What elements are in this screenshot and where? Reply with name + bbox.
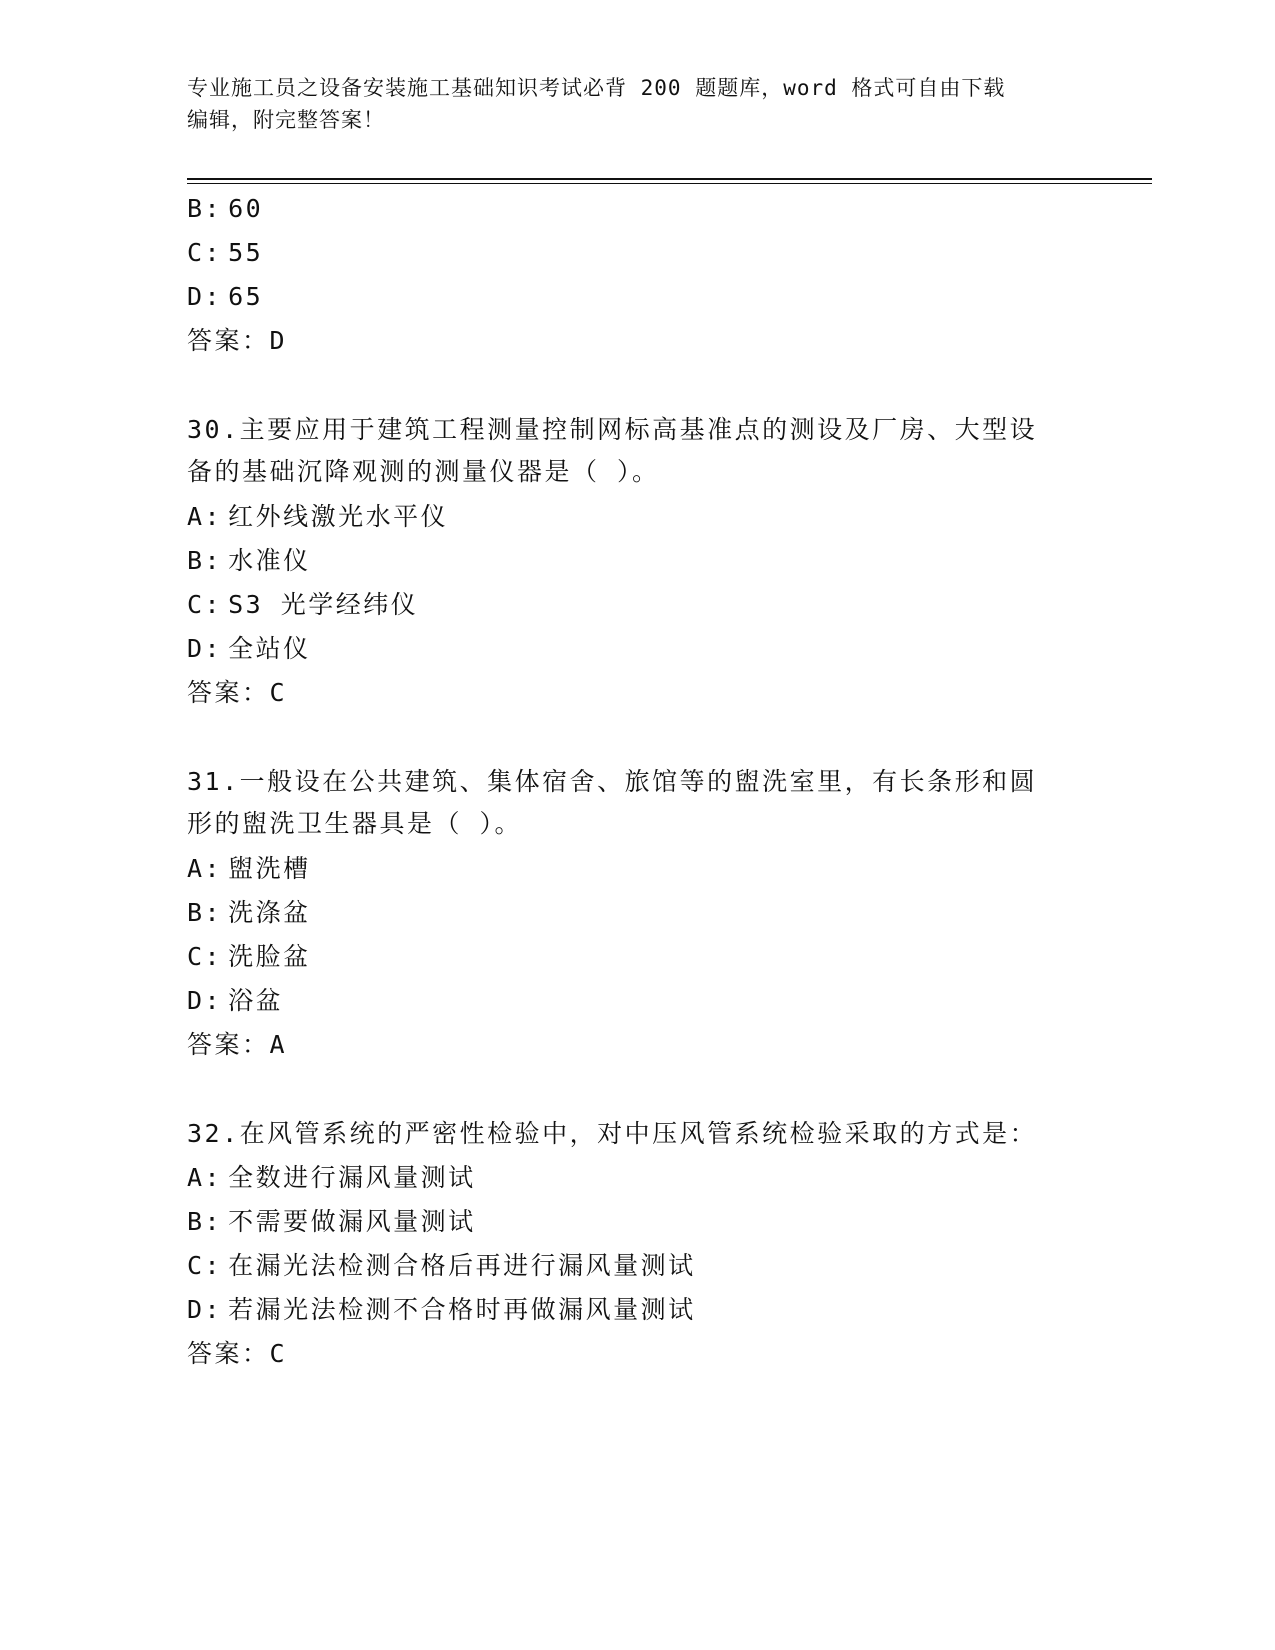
prev-option-c: C: 55 bbox=[187, 238, 264, 267]
question-32-answer: 答案：C bbox=[187, 1339, 288, 1368]
prev-answer: 答案：D bbox=[187, 326, 288, 355]
question-30-option-a: A: 红外线激光水平仪 bbox=[187, 502, 449, 531]
document-header bbox=[187, 72, 1067, 136]
question-31-stem-line1: 31.一般设在公共建筑、集体宿舍、旅馆等的盥洗室里，有长条形和圆 bbox=[187, 767, 1038, 796]
prev-option-d: D: 65 bbox=[187, 282, 264, 311]
question-30-answer: 答案：C bbox=[187, 678, 288, 707]
header-title-line2: 编辑，附完整答案！ bbox=[187, 108, 385, 132]
question-32-option-c: C: 在漏光法检测合格后再进行漏风量测试 bbox=[187, 1251, 696, 1280]
question-30-option-d: D: 全站仪 bbox=[187, 634, 311, 663]
question-31-option-d: D: 浴盆 bbox=[187, 986, 284, 1015]
question-30-option-c: C: S3 光学经纬仪 bbox=[187, 590, 419, 619]
prev-option-b: B: 60 bbox=[187, 194, 264, 223]
question-31-option-c: C: 洗脸盆 bbox=[187, 942, 311, 971]
question-30-option-b: B: 水准仪 bbox=[187, 546, 311, 575]
question-31-answer: 答案：A bbox=[187, 1030, 288, 1059]
question-30-stem-line2: 备的基础沉降观测的测量仪器是（ ）。 bbox=[187, 457, 660, 486]
question-32-option-a: A: 全数进行漏风量测试 bbox=[187, 1163, 476, 1192]
header-divider-thin bbox=[187, 183, 1152, 184]
question-32-option-d: D: 若漏光法检测不合格时再做漏风量测试 bbox=[187, 1295, 696, 1324]
question-32-stem-line1: 32.在风管系统的严密性检验中，对中压风管系统检验采取的方式是： bbox=[187, 1119, 1038, 1148]
header-divider-thick bbox=[187, 178, 1152, 180]
question-31-option-a: A: 盥洗槽 bbox=[187, 854, 311, 883]
question-30-stem-line1: 30.主要应用于建筑工程测量控制网标高基准点的测设及厂房、大型设 bbox=[187, 415, 1038, 444]
question-32-option-b: B: 不需要做漏风量测试 bbox=[187, 1207, 476, 1236]
question-31-option-b: B: 洗涤盆 bbox=[187, 898, 311, 927]
header-title-line1: 专业施工员之设备安装施工基础知识考试必背 200 题题库，word 格式可自由下载 bbox=[187, 76, 1006, 100]
question-31-stem-line2: 形的盥洗卫生器具是（ ）。 bbox=[187, 809, 523, 838]
